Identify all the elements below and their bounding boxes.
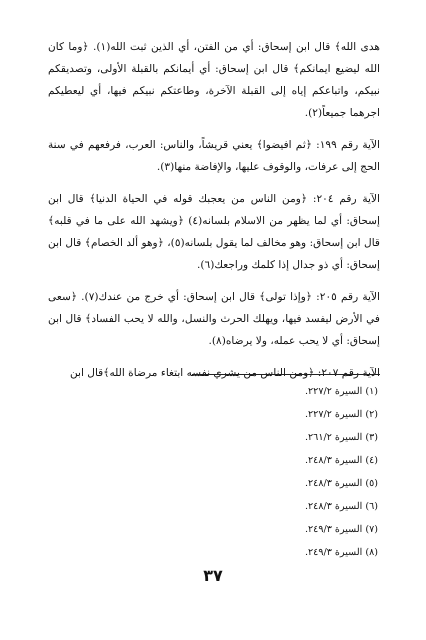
paragraph-2: الآية رقم ١٩٩: ﴿ثم افيضوا﴾ يعني قريشاً، والناس: العرب، فرفعهم في سنة الحج إلى عرفات، والوقوف عليها، والإفاضة منها(٣). xyxy=(48,139,380,173)
footnote-item: (٤) السيرة ٢٤٨/٣. xyxy=(304,455,378,466)
footnotes-list xyxy=(198,380,378,564)
footnote-item: (٢) السيرة ٢٢٧/٢. xyxy=(304,409,378,420)
footnote-item: (٨) السيرة ٢٤٩/٣. xyxy=(304,547,378,558)
footnote-item: (٦) السيرة ٢٤٨/٣. xyxy=(304,501,378,512)
paragraph-1: هدى الله﴾ قال ابن إسحاق: أي من الفتن، أي الذين ثبت الله(١). ﴿وما كان الله ليضيع ايمانكم﴾ قال ابن إسحاق: أي أيمانكم بالقبلة الأولى، وتصديقكم نبيكم، واتباعكم إياه إلى القبلة الآخرة، وطاعتكم نبيكم فيها، أي ليعطيكم اجرهما جميعاً(٢). xyxy=(48,41,380,119)
footnote-item: (٥) السيرة ٢٤٨/٣. xyxy=(304,478,378,489)
paragraph-3: الآية رقم ٢٠٤: ﴿ومن الناس من يعجبك قوله في الحياة الدنيا﴾ قال ابن إسحاق: أي لما يظهر من الاسلام بلسانه(٤) ﴿ويشهد الله على ما في قلبه﴾ قال ابن إسحاق: وهو مخالف لما يقول بلسانه(٥)، ﴿وهو ألد الخصام﴾ قال ابن إسحاق: أي ذو جدال إذا كلمك وراجعك(٦). xyxy=(48,193,380,271)
footnote-item: (٣) السيرة ٢٦١/٢. xyxy=(304,432,378,443)
paragraph-4: الآية رقم ٢٠٥: ﴿وإذا تولى﴾ قال ابن إسحاق: أي خرج من عندك(٧). ﴿سعى في الأرض ليفسد فيها، ويهلك الحرث والنسل، والله لا يحب الفساد﴾ قال ابن إسحاق: أي لا يحب عمله، ولا يرضاه(٨). xyxy=(48,291,380,347)
footnote-separator xyxy=(192,374,380,375)
footnote-item: (١) السيرة ٢٢٧/٢. xyxy=(304,386,378,397)
footnote-item: (٧) السيرة ٢٤٩/٣. xyxy=(304,524,378,535)
paragraph-5: الآية رقم ٢٠٧: ﴿ومن الناس من يشري نفسه ابتغاء مرضاة الله﴾قال ابن xyxy=(69,367,380,379)
page-number: ٣٧ xyxy=(203,566,223,585)
main-text xyxy=(48,36,380,394)
